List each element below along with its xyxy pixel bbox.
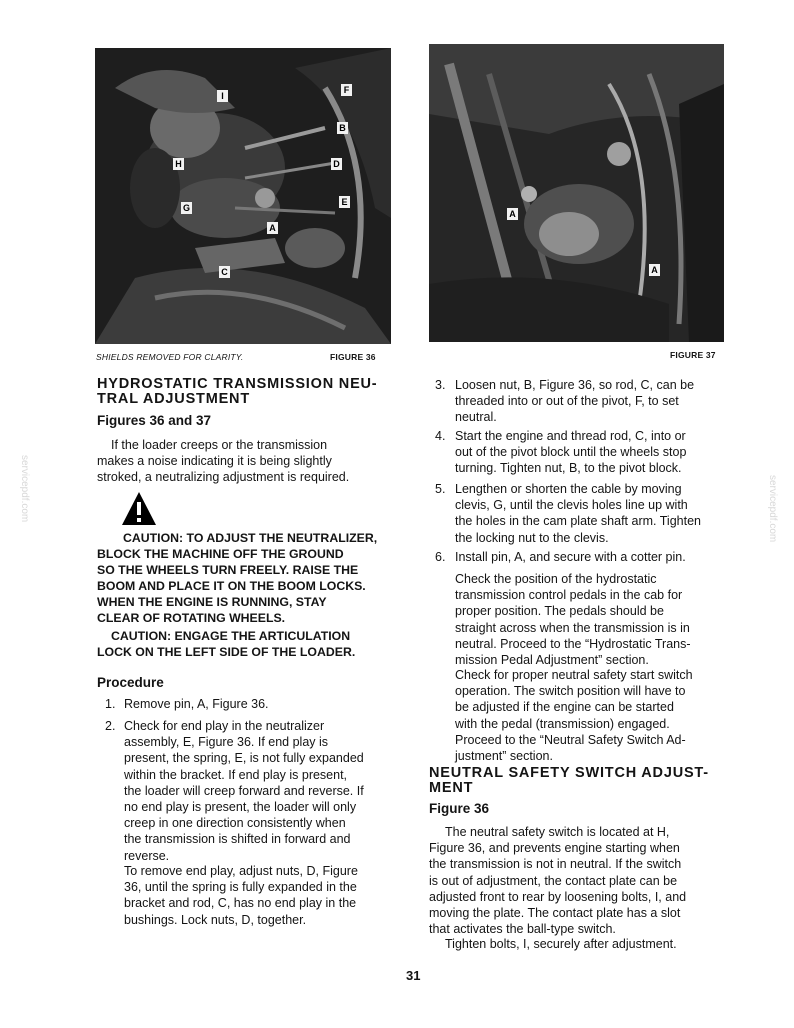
figure-36-caption: FIGURE 36 [330, 352, 376, 362]
check-safety-switch-paragraph: Check for proper neutral safety start switch operation. The switch position will have to be adjusted if the engine can be started with the pedal (transmission) engaged. Proceed to the “Neutral Safety Switch Ad- justment” section. [455, 668, 693, 764]
fig36-label-h: H [173, 158, 184, 170]
page-number: 31 [406, 968, 421, 983]
step-5-number: 5. [435, 482, 446, 496]
figure-36-photo [95, 48, 391, 344]
figure-37-photo [429, 44, 724, 342]
warning-triangle-icon [120, 490, 158, 528]
fig36-label-c: C [219, 266, 230, 278]
procedure-heading: Procedure [97, 675, 164, 690]
step-5-text: Lengthen or shorten the cable by moving clevis, G, until the clevis holes line up with the holes in the cam plate shaft arm. Tighten the locking nut to the clevis. [455, 482, 701, 545]
step-1-text: Remove pin, A, Figure 36. [124, 697, 269, 711]
caution-articulation: CAUTION: ENGAGE THE ARTICULATION LOCK ON THE LEFT SIDE OF THE LOADER. [97, 629, 356, 659]
fig37-label-a-left: A [507, 208, 518, 220]
watermark-left: servicepdf.com [19, 455, 30, 523]
section-heading-hydrostatic: HYDROSTATIC TRANSMISSION NEU- TRAL ADJUSTMENT [97, 376, 378, 407]
subheading-figures-36-37: Figures 36 and 37 [97, 413, 212, 428]
fig37-label-a-right: A [649, 264, 660, 276]
step-3-text: Loosen nut, B, Figure 36, so rod, C, can be threaded into or out of the pivot, F, to set neutral. [455, 378, 695, 425]
fig36-label-a: A [267, 222, 278, 234]
step-2-text: Check for end play in the neutralizer assembly, E, Figure 36. If end play is present, the spring, E, is not fully expanded within the bracket. If end play is present, the loader will creep forward and reverse. If no end play is present, the loader will only creep in one direction consistently when the transmission is shifted in forward and reverse. [124, 719, 364, 863]
fig36-label-g: G [182, 203, 190, 213]
fig36-label-d: D [331, 158, 342, 170]
intro-paragraph: If the loader creeps or the transmission makes a noise indicating it is being slightly stroked, a neutralizing adjustment is required. [97, 438, 350, 485]
step-4-number: 4. [435, 429, 446, 443]
step-6-text: Install pin, A, and secure with a cotter pin. [455, 550, 686, 564]
fig36-label-e: E [339, 196, 350, 208]
step-1-number: 1. [105, 697, 116, 711]
figure-37-caption: FIGURE 37 [670, 350, 716, 360]
fig36-label-b: B [337, 122, 348, 134]
step-6-number: 6. [435, 550, 446, 564]
watermark-right: servicepdf.com [767, 475, 778, 543]
section-heading-neutral-safety-switch: NEUTRAL SAFETY SWITCH ADJUST- MENT [429, 765, 709, 796]
tighten-bolts-paragraph: Tighten bolts, I, securely after adjustment. [445, 937, 677, 951]
check-pedals-paragraph: Check the position of the hydrostatic transmission control pedals in the cab for proper position. The pedals should be straight across when the transmission is in neutral. Proceed to the “Hydrostatic Trans- mission Pedal Adjustment” section. [455, 572, 691, 668]
subheading-figure-36: Figure 36 [429, 801, 490, 816]
step-4-text: Start the engine and thread rod, C, into or out of the pivot block until the wheels stop turning. Tighten nut, B, to the pivot block. [455, 429, 687, 476]
figure-37-image [429, 44, 724, 342]
step-3-number: 3. [435, 378, 446, 392]
fig36-label-i: I [217, 90, 228, 102]
caution-neutralizer: CAUTION: TO ADJUST THE NEUTRALIZER, BLOCK THE MACHINE OFF THE GROUND SO THE WHEELS TURN FREELY. RAISE THE BOOM AND PLACE IT ON THE BOOM LOCKS. WHEN THE ENGINE IS RUNNING, STAY CLEAR OF ROTATING WHEELS. [97, 531, 378, 625]
step-2-end-play-text: To remove end play, adjust nuts, D, Figure 36, until the spring is fully expanded in the bracket and rod, C, has no end play in the bushings. Lock nuts, D, together. [124, 864, 358, 927]
safety-switch-paragraph: The neutral safety switch is located at H, Figure 36, and prevents engine starting when the transmission is not in neutral. If the switch is out of adjustment, the contact plate can be adjusted front to rear by loosening bolts, I, and moving the plate. The contact plate has a slot that activates the ball-type switch. [429, 825, 687, 937]
step-2-number: 2. [105, 719, 116, 733]
fig36-label-f: F [341, 84, 352, 96]
figure-36-note: SHIELDS REMOVED FOR CLARITY. [96, 352, 244, 362]
